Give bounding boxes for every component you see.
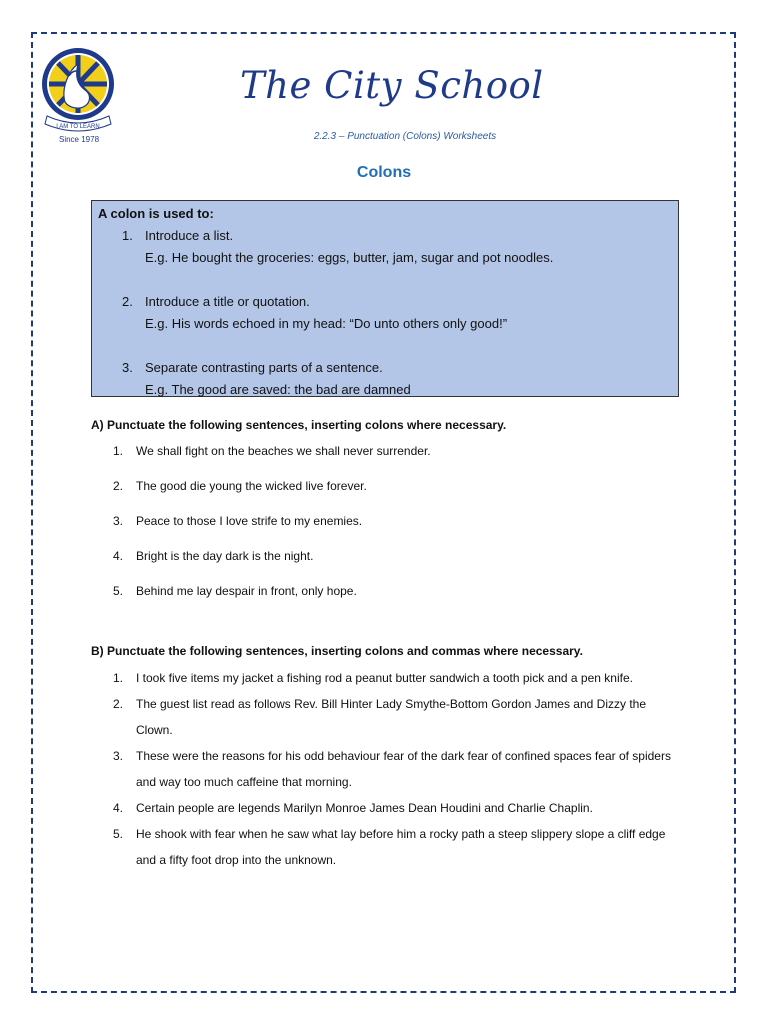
list-item <box>91 821 681 873</box>
item-number: 2. <box>113 697 124 711</box>
list-item <box>91 546 691 581</box>
item-number: 3. <box>113 514 124 528</box>
item-text: Peace to those I love strife to my enemies. <box>136 514 363 528</box>
section-b-heading: B) Punctuate the following sentences, inserting colons and commas where necessary. <box>91 644 583 658</box>
page-heading: Colons <box>356 164 412 181</box>
item-number: 1. <box>113 444 124 458</box>
item-text: The guest list read as follows Rev. Bill Hinter Lady Smythe-Bottom Gordon James and Dizzy the Clown. <box>136 697 646 737</box>
list-item <box>91 511 691 546</box>
school-title: The City School <box>240 64 544 107</box>
worksheet-subtitle: 2.2.3 – Punctuation (Colons) Worksheets <box>313 131 497 142</box>
item-number: 5. <box>113 584 124 598</box>
item-text: He shook with fear when he saw what lay before him a rocky path a steep slippery slope a cliff edge and a fifty foot drop into the unknown. <box>136 827 666 867</box>
rules-intro: A colon is used to: <box>98 206 214 221</box>
rule-example-text: E.g. He bought the groceries: eggs, butter, jam, sugar and pot noodles. <box>145 250 554 265</box>
rule-number: 1. <box>122 228 133 243</box>
rule-example-text: E.g. His words echoed in my head: “Do unto others only good!” <box>145 316 508 331</box>
item-text: The good die young the wicked live forever. <box>136 479 367 493</box>
item-text: Certain people are legends Marilyn Monroe James Dean Houdini and Charlie Chaplin. <box>136 801 593 815</box>
rule-item <box>98 291 672 313</box>
list-item <box>91 665 681 691</box>
item-text: Bright is the day dark is the night. <box>136 549 314 563</box>
section-b-list <box>91 665 681 873</box>
list-item <box>91 795 681 821</box>
item-text: Behind me lay despair in front, only hope. <box>136 584 357 598</box>
item-text: I took five items my jacket a fishing rod a peanut butter sandwich a tooth pick and a pen knife. <box>136 671 633 685</box>
rule-text: Introduce a title or quotation. <box>145 294 310 309</box>
rule-number: 2. <box>122 294 133 309</box>
list-item <box>91 743 681 795</box>
item-number: 2. <box>113 479 124 493</box>
item-number: 4. <box>113 801 124 815</box>
rule-text: Introduce a list. <box>145 228 234 243</box>
item-text: We shall fight on the beaches we shall never surrender. <box>136 444 431 458</box>
item-number: 1. <box>113 671 124 685</box>
item-number: 4. <box>113 549 124 563</box>
rule-example <box>98 379 672 401</box>
logo-motto-text: I AM TO LEARN <box>56 124 100 130</box>
list-item <box>91 441 691 476</box>
rule-item <box>98 357 672 379</box>
item-number: 3. <box>113 749 124 763</box>
rule-number: 3. <box>122 360 133 375</box>
school-logo <box>41 44 117 144</box>
logo-since-text: Since 1978 <box>58 135 100 144</box>
section-a-heading: A) Punctuate the following sentences, inserting colons where necessary. <box>91 418 507 432</box>
rule-text: Separate contrasting parts of a sentence. <box>145 360 383 375</box>
section-a-list <box>91 441 691 616</box>
list-item <box>91 581 691 616</box>
list-item <box>91 691 681 743</box>
rule-example <box>98 313 672 335</box>
rule-example <box>98 247 672 269</box>
rule-example-text: E.g. The good are saved: the bad are damned <box>145 382 411 397</box>
item-text: These were the reasons for his odd behaviour fear of the dark fear of confined spaces fear of spiders and way too much caffeine that morning. <box>136 749 671 789</box>
rule-item <box>98 225 672 247</box>
colon-rules-box <box>91 200 679 397</box>
item-number: 5. <box>113 827 124 841</box>
list-item <box>91 476 691 511</box>
